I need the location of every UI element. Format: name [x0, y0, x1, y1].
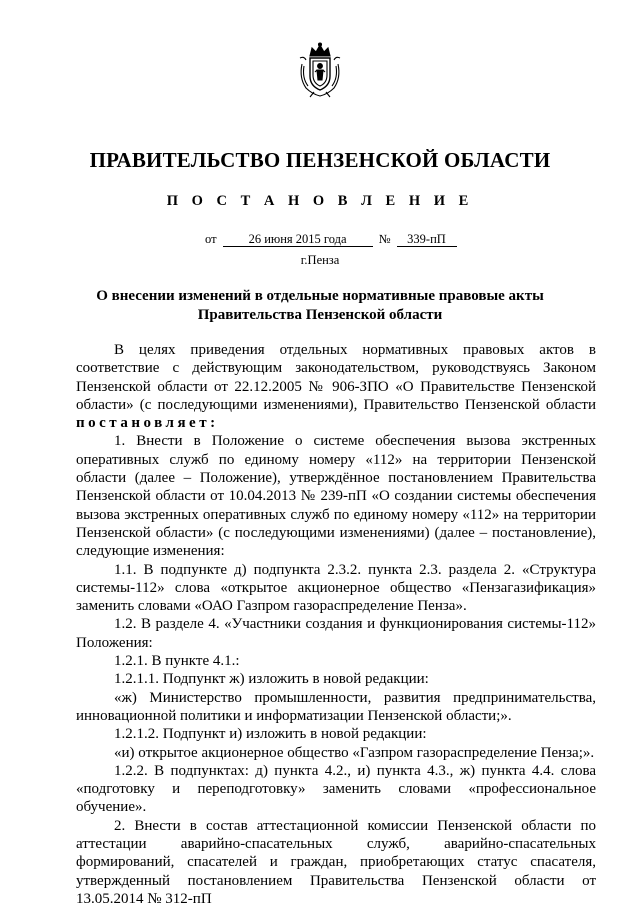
coat-of-arms-emblem	[296, 42, 344, 98]
paragraph: 1. Внести в Положение о системе обеспечения вызова экстренных оперативных служб по единому номеру «112» на территории Пензенской области (далее – Положение), утверждённое постановлением Правительства Пензенской области от 10.04.2013 № 239-пП «О создании системы обеспечения вызова экстренных оперативных служб по единому номеру «112» на территории Пензенской области» (с последующими изменениями) (далее – постановление), следующие изменения:	[76, 433, 596, 560]
city: г.Пенза	[300, 253, 340, 267]
paragraph: 1.2.2. В подпунктах: д) пункта 4.2., и) пункта 4.3., ж) пункта 4.4. слова «подготовку и переподготовку» заменить словами «профессиональное обучение».	[76, 762, 596, 816]
preamble-text: В целях приведения отдельных нормативных правовых актов в соответствие с действующим законодательством, руководствуясь Законом Пензенской области от 22.12.2005 № 906-ЗПО «О Правительстве Пензенской области» (с последующими изменениями), Правительство Пензенской области	[76, 342, 596, 413]
date-number-line	[205, 232, 457, 247]
paragraph: 1.2.1.2. Подпункт и) изложить в новой редакции:	[114, 726, 427, 743]
document-subject	[80, 287, 560, 325]
paragraph: «ж) Министерство промышленности, развития предпринимательства, инновационной политики и информатизации Пензенской области;».	[76, 689, 596, 724]
document-number: 339-пП	[397, 233, 457, 247]
paragraph: 1.1. В подпункте д) подпункта 2.3.2. пункта 2.3. раздела 2. «Структура системы-112» слова «открытое акционерное общество «Пензагазификация» заменить словами «ОАО Газпром газораспределение Пенза».	[76, 561, 596, 615]
paragraph: 2. Внести в состав аттестационной комиссии Пензенской области по аттестации аварийно-спасательных служб, аварийно-спасательных формирований, спасателей и граждан, приобретающих статус спасателя, утвержденный постановлением Правительства Пензенской области от 13.05.2014 № 312-пП	[76, 817, 596, 907]
document-date: 26 июня 2015 года	[223, 233, 373, 247]
paragraph: 1.2.1.1. Подпункт ж) изложить в новой редакции:	[114, 671, 429, 688]
number-prefix: №	[378, 232, 391, 246]
resolves-word: постановляет:	[76, 415, 219, 432]
paragraph: 1.2. В разделе 4. «Участники создания и функционирования системы-112» Положения:	[76, 616, 596, 651]
document-type: П О С Т А Н О В Л Е Н И Е	[166, 193, 474, 209]
paragraph-preamble	[76, 341, 596, 432]
paragraph: «и) открытое акционерное общество «Газпром газораспределение Пенза;».	[114, 744, 595, 761]
government-name: ПРАВИТЕЛЬСТВО ПЕНЗЕНСКОЙ ОБЛАСТИ	[89, 148, 551, 172]
paragraph: 1.2.1. В пункте 4.1.:	[114, 653, 240, 670]
document-body	[76, 341, 596, 908]
date-prefix: от	[205, 232, 217, 246]
subject-line-1: О внесении изменений в отдельные нормативные правовые акты	[96, 288, 544, 304]
subject-line-2: Правительства Пензенской области	[197, 307, 443, 323]
